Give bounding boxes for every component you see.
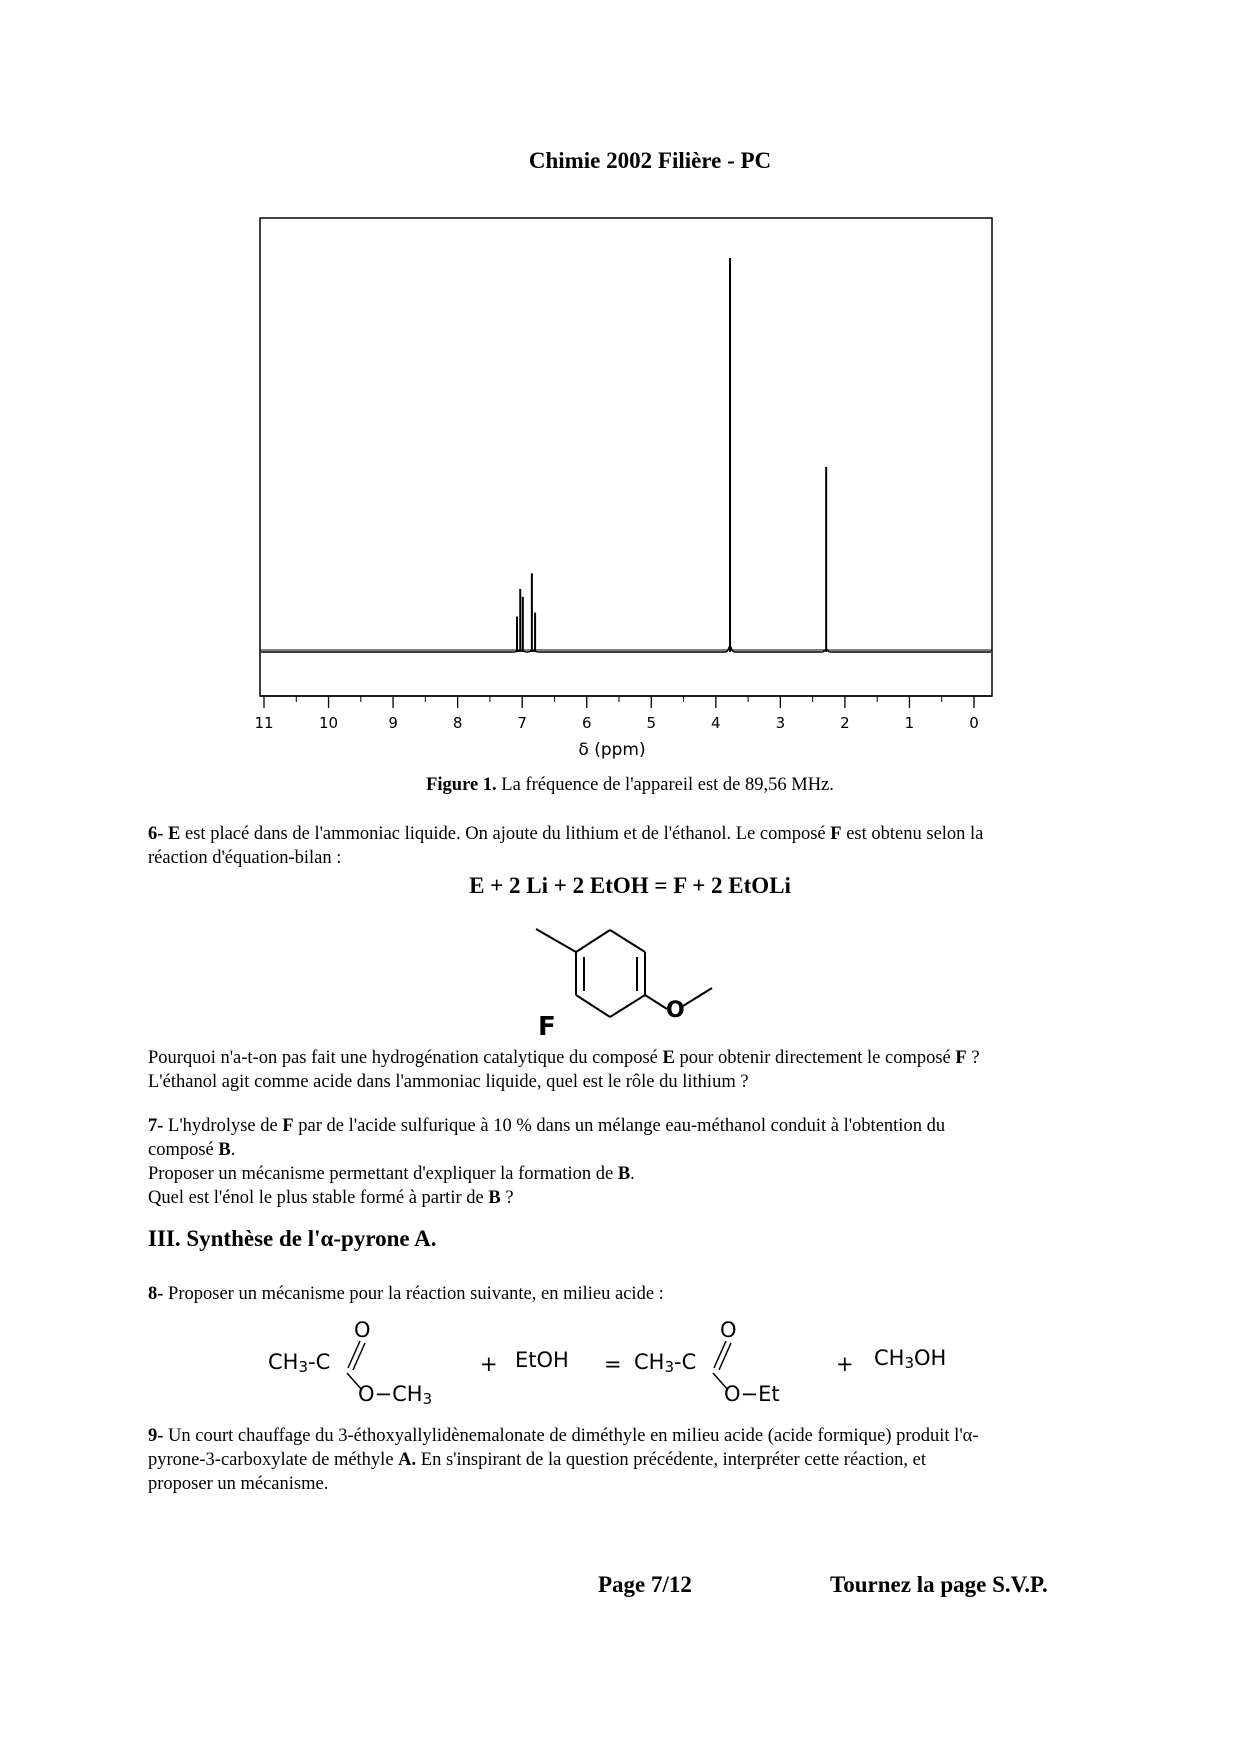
compound-f-ref: F	[282, 1116, 294, 1136]
question-9-line-2	[148, 1448, 1108, 1472]
q6-p1-text-c: pour obtenir directement le composé	[674, 1048, 956, 1068]
q7-text-2: par de l'acide sulfurique à 10 % dans un mélange eau-méthanol conduit à l'obtention du	[293, 1116, 946, 1136]
x-tick-label: 11	[254, 714, 274, 732]
question-7	[148, 1114, 1108, 1210]
product-sub: 3	[664, 1358, 675, 1376]
question-6-questions	[148, 1046, 1108, 1094]
question-6-intro	[148, 822, 1108, 870]
reaction-equation: E + 2 Li + 2 EtOH = F + 2 EtOLi	[469, 873, 791, 898]
q6-p1-text-e: ?	[966, 1048, 980, 1068]
reactant-sub: 3	[298, 1358, 309, 1376]
compound-b-ref: B	[488, 1188, 501, 1208]
compound-a-ref: A.	[398, 1450, 417, 1470]
plus-sign-1: +	[480, 1352, 498, 1376]
q7-l4-a: Quel est l'énol le plus stable formé à partir de	[148, 1188, 489, 1208]
compound-f-ref: F	[830, 824, 842, 844]
q7-l3-a: Proposer un mécanisme permettant d'expliquer la formation de	[148, 1164, 618, 1184]
question-8-number: 8-	[148, 1284, 164, 1304]
product-carbonyl-o: O	[720, 1318, 737, 1342]
page-number: Page 7/12	[598, 1572, 692, 1597]
x-tick-label: 5	[646, 714, 657, 732]
question-7-line-2	[148, 1138, 1108, 1162]
question-8-text	[148, 1282, 1108, 1306]
x-axis-label: δ (ppm)	[578, 740, 646, 760]
reactant-c: -C	[308, 1350, 331, 1374]
reactant-ome: O−CH	[358, 1382, 423, 1406]
page-title: Chimie 2002 Filière - PC	[528, 148, 772, 173]
reactant-ome-sub: 3	[422, 1390, 433, 1408]
product-c: -C	[674, 1350, 697, 1374]
q7-l2-c: .	[230, 1140, 236, 1160]
reactant-acyl	[268, 1350, 330, 1376]
x-tick-label: 1	[904, 714, 915, 732]
compound-e-ref: E	[662, 1048, 675, 1068]
methanol-sub: 3	[904, 1354, 915, 1372]
molecule-f-structure	[520, 915, 740, 1040]
question-6-number: 6-	[148, 824, 164, 844]
q9-l2-a: pyrone-3-carboxylate de méthyle	[148, 1450, 399, 1470]
x-tick-label: 10	[318, 714, 339, 732]
question-6-line-2: réaction d'équation-bilan :	[148, 848, 342, 868]
product-acyl	[634, 1350, 696, 1376]
turn-page-note: Tournez la page S.V.P.	[830, 1572, 1048, 1597]
product-double-bond	[710, 1338, 734, 1372]
q9-l2-c: En s'inspirant de la question précédente, interpréter cette réaction, et	[416, 1450, 926, 1470]
x-tick-label: 2	[840, 714, 850, 732]
question-9-line-3: proposer un mécanisme.	[148, 1474, 329, 1494]
plus-sign-2: +	[836, 1352, 854, 1376]
q6-p1-text-a: Pourquoi n'a-t-on pas fait une hydrogénation catalytique du composé	[148, 1048, 663, 1068]
q7-l4-c: ?	[500, 1188, 514, 1208]
plot-frame	[260, 218, 992, 696]
question-6-question-1	[148, 1046, 1108, 1070]
question-6-text-2: est obtenu selon la	[841, 824, 984, 844]
x-tick-label: 3	[775, 714, 786, 732]
x-axis-tick-labels	[254, 714, 978, 732]
figure-caption-label: Figure 1.	[426, 775, 497, 795]
reactant-carbonyl-o: O	[354, 1318, 371, 1342]
question-6-line-1	[148, 822, 1108, 846]
x-tick-label: 4	[711, 714, 721, 732]
methanol-ch: CH	[874, 1346, 905, 1370]
question-8-prompt: Proposer un mécanisme pour la réaction suivante, en milieu acide :	[163, 1284, 664, 1304]
x-axis-ticks	[264, 696, 974, 708]
x-tick-label: 7	[517, 714, 527, 732]
spectrum-peaks	[517, 258, 826, 652]
equals-sign: =	[604, 1352, 622, 1376]
q9-l1: Un court chauffage du 3-éthoxyallylidènemalonate de diméthyle en milieu acide (acide formique) produit l'α-	[163, 1426, 979, 1446]
compound-b-ref: B	[617, 1164, 631, 1184]
ethanol: EtOH	[515, 1348, 569, 1372]
q7-l3-c: .	[630, 1164, 635, 1184]
product-ch: CH	[634, 1350, 665, 1374]
reactant-double-bond	[344, 1338, 368, 1372]
compound-e-ref: E	[168, 824, 181, 844]
question-6-text-1: est placé dans de l'ammoniac liquide. On ajoute du lithium et de l'éthanol. Le composé	[180, 824, 831, 844]
methanol	[874, 1346, 946, 1372]
q7-text-1: L'hydrolyse de	[163, 1116, 283, 1136]
figure-caption	[0, 775, 1240, 796]
question-9-line-1	[148, 1424, 1108, 1448]
nmr-spectrum-chart	[250, 210, 1010, 770]
question-7-number: 7-	[148, 1116, 164, 1136]
methanol-oh: OH	[914, 1346, 947, 1370]
question-9	[148, 1424, 1108, 1496]
section-heading: III. Synthèse de l'α-pyrone A.	[148, 1226, 437, 1251]
question-7-line-4	[148, 1186, 1108, 1210]
reactant-methoxy	[358, 1382, 432, 1408]
question-9-number: 9-	[148, 1426, 164, 1446]
product-ethoxy: O−Et	[724, 1382, 780, 1406]
transesterification-reaction	[260, 1310, 1020, 1410]
compound-f-ref: F	[955, 1048, 967, 1068]
x-tick-label: 0	[969, 714, 979, 732]
oxygen-atom-label: O	[666, 998, 685, 1023]
compound-b-ref: B	[218, 1140, 231, 1160]
x-tick-label: 6	[581, 714, 592, 732]
spectrum-trace	[261, 646, 991, 652]
reactant-ch: CH	[268, 1350, 299, 1374]
figure-caption-text: La fréquence de l'appareil est de 89,56 MHz.	[496, 775, 834, 795]
question-6-question-2: L'éthanol agit comme acide dans l'ammoniac liquide, quel est le rôle du lithium ?	[148, 1072, 749, 1092]
molecule-f-label: F	[538, 1012, 556, 1040]
q7-l2-a: composé	[148, 1140, 219, 1160]
question-7-line-3	[148, 1162, 1108, 1186]
x-tick-label: 8	[452, 714, 463, 732]
x-tick-label: 9	[388, 714, 398, 732]
question-7-line-1	[148, 1114, 1108, 1138]
